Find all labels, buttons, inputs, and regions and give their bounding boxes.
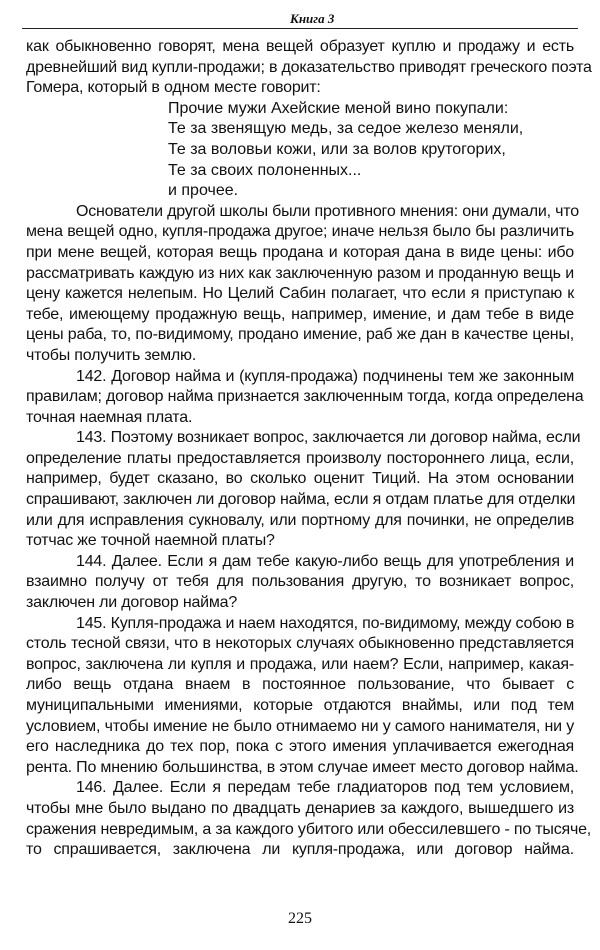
paragraph-143 bbox=[26, 428, 581, 552]
text-line: рента. По мнению большинства, в этом случае имеет место договор найма. bbox=[26, 758, 579, 776]
text-line: взаимно получу от тебя для пользования другую, то возникает вопрос, bbox=[26, 573, 574, 591]
text-line: 144. Далее. Если я дам тебе какую-либо вещь для употребления и bbox=[76, 552, 574, 570]
text-line: точная наемная плата. bbox=[26, 408, 193, 426]
text-line: чтобы получить землю. bbox=[26, 346, 197, 364]
text-line: мена вещей одно, купля-продажа другое; иначе нельзя было бы различить bbox=[26, 223, 574, 241]
verse-line: Те за звенящую медь, за седое железо меняли, bbox=[168, 120, 524, 138]
text-line: условием, чтобы имение не было отнимаемо ни у самого нанимателя, ни у bbox=[26, 717, 574, 735]
paragraph bbox=[26, 202, 579, 367]
text-line: вопрос, заключена ли купля и продажа, или наем? Если, например, какая- bbox=[26, 655, 574, 673]
text-line: Основатели другой школы были противного мнения: они думали, что bbox=[76, 202, 579, 220]
text-line: при мене вещей, которая вещь продана и которая дана в виде цены: ибо bbox=[26, 243, 574, 261]
text-line: определение платы предоставляется произволу постороннего лица, если, bbox=[26, 449, 574, 467]
text-line: или для исправления сукновалу, или портному для починки, не определив bbox=[26, 511, 574, 529]
text-line: цену кажется нелепым. Но Целий Сабин полагает, что если я приступаю к bbox=[26, 285, 574, 303]
text-line: Гомера, который в одном месте говорит: bbox=[26, 79, 321, 97]
text-line: рассматривать каждую из них как заключенную разом и проданную вещь и bbox=[26, 264, 574, 282]
running-header bbox=[22, 10, 578, 29]
text-line: 145. Купля-продажа и наем находятся, по-видимому, между собою в bbox=[76, 614, 575, 632]
page-body bbox=[26, 37, 592, 861]
text-line: древнейший вид купли-продажи; в доказательство приводят греческого поэта bbox=[26, 58, 592, 76]
text-line: тебе, имеющему продажную вещь, например, имение, и дам тебе в виде bbox=[26, 305, 574, 323]
text-line: например, будет сказано, во сколько оценит Тиций. На этом основании bbox=[26, 470, 574, 488]
paragraph-145 bbox=[26, 614, 579, 779]
paragraph-142 bbox=[26, 367, 584, 429]
text-line: цены раба, то, по-видимому, продано имение, раб же дан в качестве цены, bbox=[26, 326, 574, 344]
text-line: столь тесной связи, что в некоторых случаях обыкновенно представляется bbox=[26, 635, 574, 653]
verse-line: Прочие мужи Ахейские меной вино покупали: bbox=[168, 99, 509, 117]
text-line: сражения невредимым, а за каждого убитого или обессилевшего - по тысяче, bbox=[26, 820, 592, 838]
verse-line: Те за своих полоненных... bbox=[168, 161, 362, 179]
verse-quote bbox=[26, 99, 574, 202]
paragraph bbox=[26, 37, 592, 99]
text-line: как обыкновенно говорят, мена вещей образует куплю и продажу и есть bbox=[26, 38, 574, 55]
verse-line: и прочее. bbox=[168, 182, 239, 200]
text-line: 143. Поэтому возникает вопрос, заключается ли договор найма, если bbox=[76, 429, 581, 447]
text-line: его наследника до тех пор, пока с этого имения уплачивается ежегодная bbox=[26, 738, 574, 756]
text-line: 146. Далее. Если я передам тебе гладиаторов под тем условием, bbox=[76, 779, 574, 797]
text-line: либо вещь отдана внаем в постоянное пользование, что бывает с bbox=[26, 676, 574, 694]
running-title: Книга 3 bbox=[284, 11, 340, 27]
text-line: тотчас же точной наемной платы? bbox=[26, 532, 275, 550]
text-line: спрашивают, заключен ли договор найма, если я отдам платье для отделки bbox=[26, 491, 576, 509]
text-line: правилам; договор найма признается заключенным тогда, когда определена bbox=[26, 388, 584, 406]
text-line: муниципальными имениями, которые отдаются внаймы, или под тем bbox=[26, 697, 574, 714]
paragraph-146 bbox=[26, 778, 592, 860]
paragraph-144 bbox=[26, 552, 574, 614]
text-line: чтобы мне было выдано по двадцать денариев за каждого, вышедшего из bbox=[26, 799, 574, 817]
text-line: то спрашивается, заключена ли купля-продажа, или договор найма. bbox=[26, 841, 574, 859]
verse-line: Те за воловьи кожи, или за волов крутогорих, bbox=[168, 140, 506, 158]
text-line: заключен ли договор найма? bbox=[26, 594, 238, 612]
text-line: 142. Договор найма и (купля-продажа) подчинены тем же законным bbox=[76, 367, 574, 385]
page-number: 225 bbox=[288, 910, 312, 927]
